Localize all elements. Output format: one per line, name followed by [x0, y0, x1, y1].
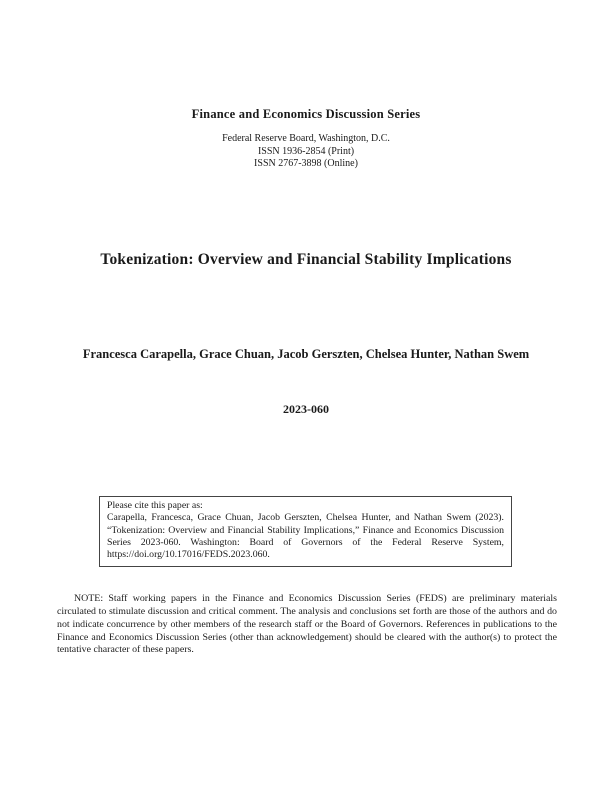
- series-title: Finance and Economics Discussion Series: [191, 107, 421, 121]
- publisher-line: Federal Reserve Board, Washington, D.C.: [222, 133, 390, 144]
- note-paragraph: NOTE: Staff working papers in the Finance and Economics Discussion Series (FEDS) are preliminary materials circulated to stimulate discussion and critical comment. The analysis and conclusions set forth are those of the authors and do not indicate concurrence by other members of the research staff or the Board of Governors. References in publications to the Finance and Economics Discussion Series (other than acknowledgement) should be cleared with the author(s) to protect the tentative character of these papers.: [57, 593, 557, 656]
- issn-print: ISSN 1936-2854 (Print): [257, 145, 355, 157]
- citation-box: [99, 496, 512, 567]
- citation-label: Please cite this paper as:: [107, 500, 203, 511]
- series-masthead: [0, 107, 612, 171]
- citation-text: Carapella, Francesca, Grace Chuan, Jacob Gerszten, Chelsea Hunter, and Nathan Swem (2023). “Tokenization: Overview and Financial Stability Implications,” Finance and Economics Discussion Series 2023-060. Washington: Board of Governors of the Federal Reserve System, https://doi.org/10.17016/FEDS.2023.060.: [107, 512, 504, 561]
- paper-title: Tokenization: Overview and Financial Stability Implications: [100, 251, 512, 268]
- paper-number: 2023-060: [283, 402, 329, 416]
- issn-online: ISSN 2767-3898 (Online): [254, 158, 358, 169]
- author-list: Francesca Carapella, Grace Chuan, Jacob Gerszten, Chelsea Hunter, Nathan Swem: [82, 347, 530, 361]
